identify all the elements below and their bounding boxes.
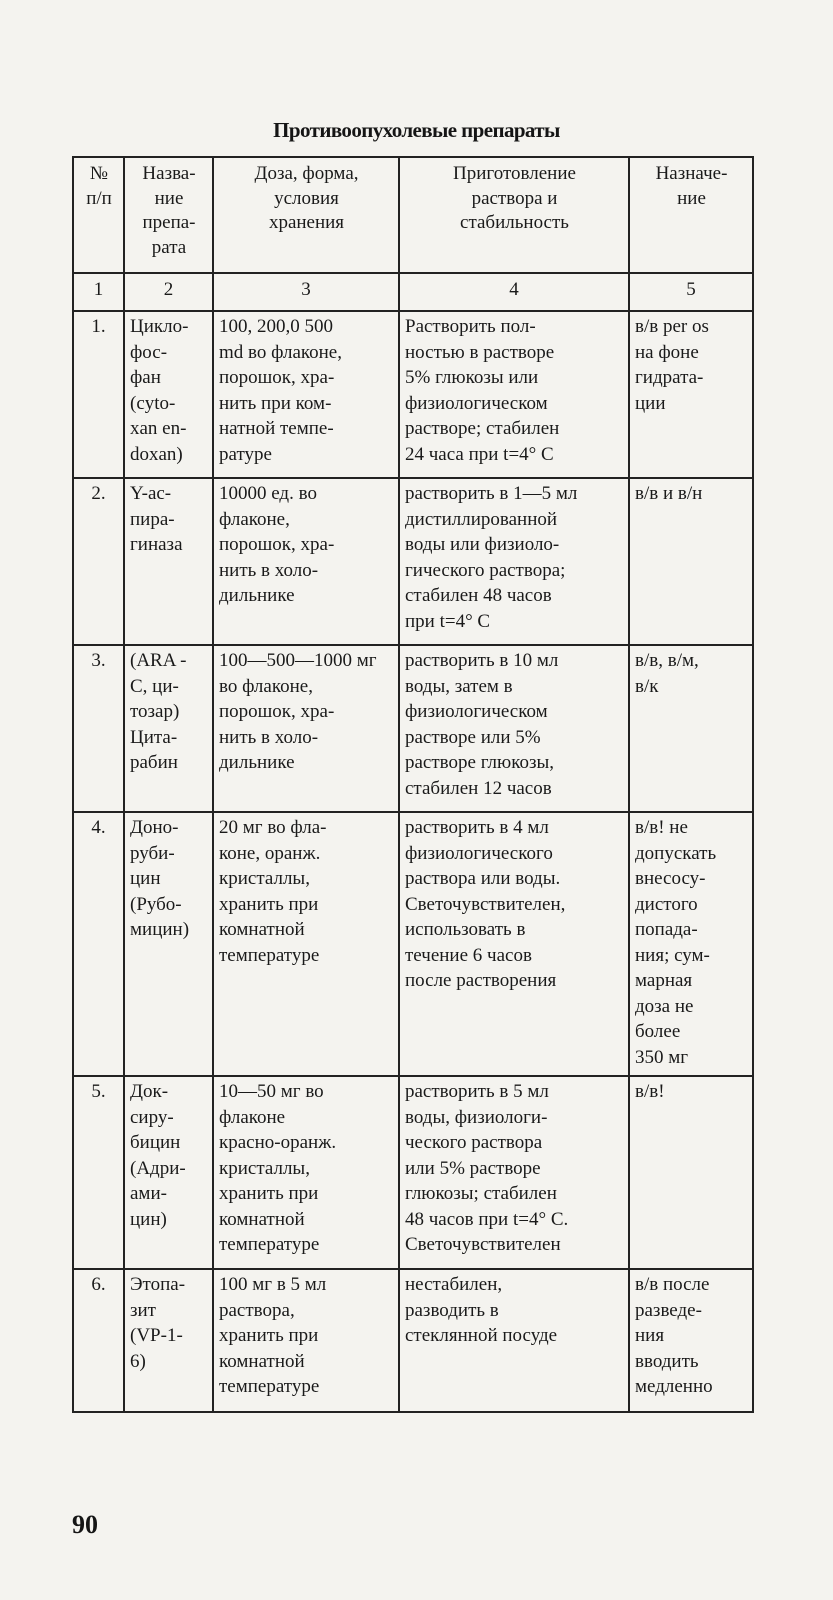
column-number: 3 bbox=[213, 273, 399, 311]
table-row bbox=[73, 645, 753, 812]
drug-name: Док- сиру- бицин (Адри- ами- цин) bbox=[124, 1076, 213, 1269]
purpose: в/в! не допускать внесосу- дистого попада- ния; сум- марная доза не более 350 мг bbox=[629, 812, 753, 1076]
table-row bbox=[73, 478, 753, 645]
column-number-row bbox=[73, 273, 753, 311]
purpose: в/в после разведе- ния вводить медленно bbox=[629, 1269, 753, 1412]
preparation-stability: растворить в 10 мл воды, затем в физиологическом растворе или 5% растворе глюкозы, стабилен 12 часов bbox=[399, 645, 629, 812]
drug-name: (ARA - С, ци- тозар) Цита- рабин bbox=[124, 645, 213, 812]
row-number: 2. bbox=[73, 478, 124, 645]
row-number: 6. bbox=[73, 1269, 124, 1412]
row-number: 4. bbox=[73, 812, 124, 1076]
preparation-stability: растворить в 1—5 мл дистиллированной воды или физиоло- гического раствора; стабилен 48 часов при t=4° С bbox=[399, 478, 629, 645]
column-number: 5 bbox=[629, 273, 753, 311]
dose-form-storage: 100, 200,0 500 md во флаконе, порошок, хра- нить при ком- натной темпе- ратуре bbox=[213, 311, 399, 478]
purpose: в/в и в/н bbox=[629, 478, 753, 645]
drug-name: Доно- руби- цин (Рубо- мицин) bbox=[124, 812, 213, 1076]
dose-form-storage: 100—500—1000 мг во флаконе, порошок, хра- нить в холо- дильнике bbox=[213, 645, 399, 812]
table-row bbox=[73, 1076, 753, 1269]
drug-name: Y-ас- пира- гиназа bbox=[124, 478, 213, 645]
header-preparation-stability: Приготовление раствора и стабильность bbox=[399, 157, 629, 273]
drug-name: Цикло- фос- фан (cyto- xan en- doxan) bbox=[124, 311, 213, 478]
purpose: в/в per os на фоне гидрата- ции bbox=[629, 311, 753, 478]
table-row bbox=[73, 311, 753, 478]
header-purpose: Назначе- ние bbox=[629, 157, 753, 273]
dose-form-storage: 10—50 мг во флаконе красно-оранж. кристаллы, хранить при комнатной температуре bbox=[213, 1076, 399, 1269]
table-row bbox=[73, 1269, 753, 1412]
header-dose-form-storage: Доза, форма, условия хранения bbox=[213, 157, 399, 273]
row-number: 1. bbox=[73, 311, 124, 478]
column-number: 1 bbox=[73, 273, 124, 311]
purpose: в/в! bbox=[629, 1076, 753, 1269]
row-number: 3. bbox=[73, 645, 124, 812]
drug-table bbox=[72, 156, 754, 1413]
table-row bbox=[73, 812, 753, 1076]
preparation-stability: растворить в 5 мл воды, физиологи- ческого раствора или 5% растворе глюкозы; стабилен 48 часов при t=4° С. Светочувствителен bbox=[399, 1076, 629, 1269]
header-drug-name: Назва- ние препа- рата bbox=[124, 157, 213, 273]
preparation-stability: нестабилен, разводить в стеклянной посуде bbox=[399, 1269, 629, 1412]
page-number: 90 bbox=[72, 1510, 98, 1539]
preparation-stability: растворить в 4 мл физиологического раствора или воды. Светочувствителен, использовать в течение 6 часов после растворения bbox=[399, 812, 629, 1076]
header-row bbox=[73, 157, 753, 273]
row-number: 5. bbox=[73, 1076, 124, 1269]
purpose: в/в, в/м, в/к bbox=[629, 645, 753, 812]
preparation-stability: Растворить пол- ностью в растворе 5% глюкозы или физиологическом растворе; стабилен 24 часа при t=4° С bbox=[399, 311, 629, 478]
dose-form-storage: 10000 ед. во флаконе, порошок, хра- нить в холо- дильнике bbox=[213, 478, 399, 645]
column-number: 4 bbox=[399, 273, 629, 311]
dose-form-storage: 100 мг в 5 мл раствора, хранить при комнатной температуре bbox=[213, 1269, 399, 1412]
drug-name: Этопа- зит (VP-1- 6) bbox=[124, 1269, 213, 1412]
dose-form-storage: 20 мг во фла- коне, оранж. кристаллы, хранить при комнатной температуре bbox=[213, 812, 399, 1076]
column-number: 2 bbox=[124, 273, 213, 311]
header-number: № п/п bbox=[73, 157, 124, 273]
page-title: Противоопухолевые препараты bbox=[273, 118, 560, 142]
